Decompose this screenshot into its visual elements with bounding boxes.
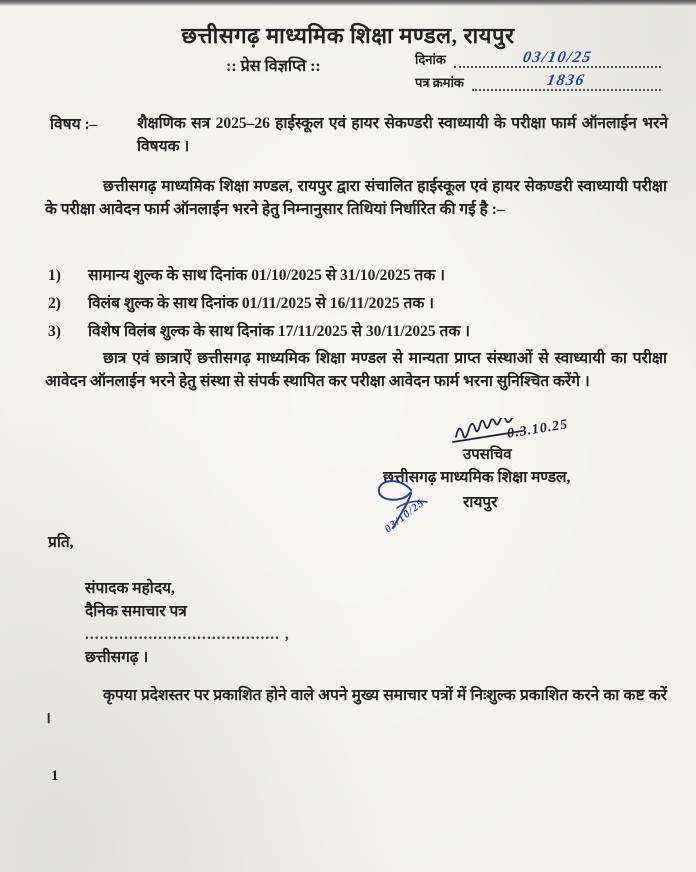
handwritten-date: 03/10/25 bbox=[521, 49, 594, 66]
list-item bbox=[48, 292, 658, 315]
page-number: 1 bbox=[51, 768, 59, 784]
list-item-text: विशेष विलंब शुल्क के साथ दिनांक 17/11/2025 से 30/11/2025 तक । bbox=[88, 323, 470, 340]
handwritten-letter-no: 1836 bbox=[546, 72, 588, 89]
stamp-handwritten-date: 03/10/25 bbox=[382, 496, 427, 536]
scan-edge-artifact bbox=[0, 0, 696, 6]
recipient-line: संपादक महोदय, bbox=[85, 580, 175, 597]
date-line bbox=[415, 50, 661, 68]
body-paragraph-2: छात्र एवं छात्राऐं छत्तीसगढ़ माध्यमिक शिक्षा मण्डल से मान्यता प्राप्त संस्थाओं से स्वाध्यायी का परीक्षा आवेदन ऑनलाईन भरने हेतु संस्था से संपर्क स्थापित कर परीक्षा आवेदन फार्म भरना सुनिश्चित करेंगे । bbox=[45, 350, 667, 390]
date-label: दिनांक bbox=[415, 52, 446, 67]
signatory-place: रायपुर bbox=[463, 494, 498, 511]
subject-text: शैक्षणिक सत्र 2025–26 हाईस्कूल एवं हायर सेकण्डरी स्वाध्यायी के परीक्षा फार्म ऑनलाईन भरने विषयक । bbox=[137, 115, 668, 155]
list-item-number: 2) bbox=[48, 295, 61, 312]
date-fill-line bbox=[454, 50, 661, 68]
date-block bbox=[415, 50, 661, 96]
fee-schedule-list bbox=[48, 264, 658, 348]
list-item bbox=[48, 320, 658, 343]
recipient-block bbox=[48, 530, 290, 669]
subject-row bbox=[50, 112, 668, 158]
recipient-line: दैनिक समाचार पत्र bbox=[85, 603, 187, 620]
letter-no-label: पत्र क्रमांक bbox=[415, 75, 464, 90]
signature-handwritten-date: 0.3.10.25 bbox=[506, 417, 570, 442]
letter-no-fill-line bbox=[472, 73, 661, 91]
to-label: प्रति, bbox=[48, 534, 74, 551]
recipient-blank-line: ........................................ , bbox=[85, 626, 290, 643]
list-item bbox=[48, 264, 658, 287]
org-title: छत्तीसगढ़ माध्यमिक शिक्षा मण्डल, रायपुर bbox=[181, 23, 515, 48]
list-item-text: सामान्य शुल्क के साथ दिनांक 01/10/2025 से 31/10/2025 तक । bbox=[88, 267, 446, 284]
list-item-number: 3) bbox=[48, 323, 61, 340]
body-paragraph-1: छत्तीसगढ़ माध्यमिक शिक्षा मण्डल, रायपुर द्वारा संचालित हाईस्कूल एवं हायर सेकण्डरी स्वाध्यायी परीक्षा के परीक्षा आवेदन फार्म ऑनलाईन भरने हेतु निम्नानुसार तिथियां निर्धारित की गई है :– bbox=[45, 178, 667, 218]
list-item-number: 1) bbox=[48, 267, 61, 284]
recipient-line: छत्तीसगढ़ । bbox=[85, 649, 149, 666]
press-release-heading: :: प्रेस विज्ञप्ति :: bbox=[226, 58, 321, 75]
signatory-designation: उपसचिव bbox=[463, 447, 512, 463]
recipient-address bbox=[85, 577, 290, 669]
publication-request-note: कृपया प्रदेशस्तर पर प्रकाशित होने वाले अपने मुख्य समाचार पत्रों में निःशुल्क प्रकाशित करने का कष्ट करें । bbox=[45, 687, 667, 727]
signatory-organization: छत्तीसगढ़ माध्यमिक शिक्षा मण्डल, bbox=[383, 469, 571, 486]
letter-no-line bbox=[415, 73, 661, 91]
signature-block bbox=[355, 418, 665, 538]
subject-label: विषय :– bbox=[50, 116, 98, 133]
list-item-text: विलंब शुल्क के साथ दिनांक 01/11/2025 से 16/11/2025 तक । bbox=[88, 295, 434, 312]
